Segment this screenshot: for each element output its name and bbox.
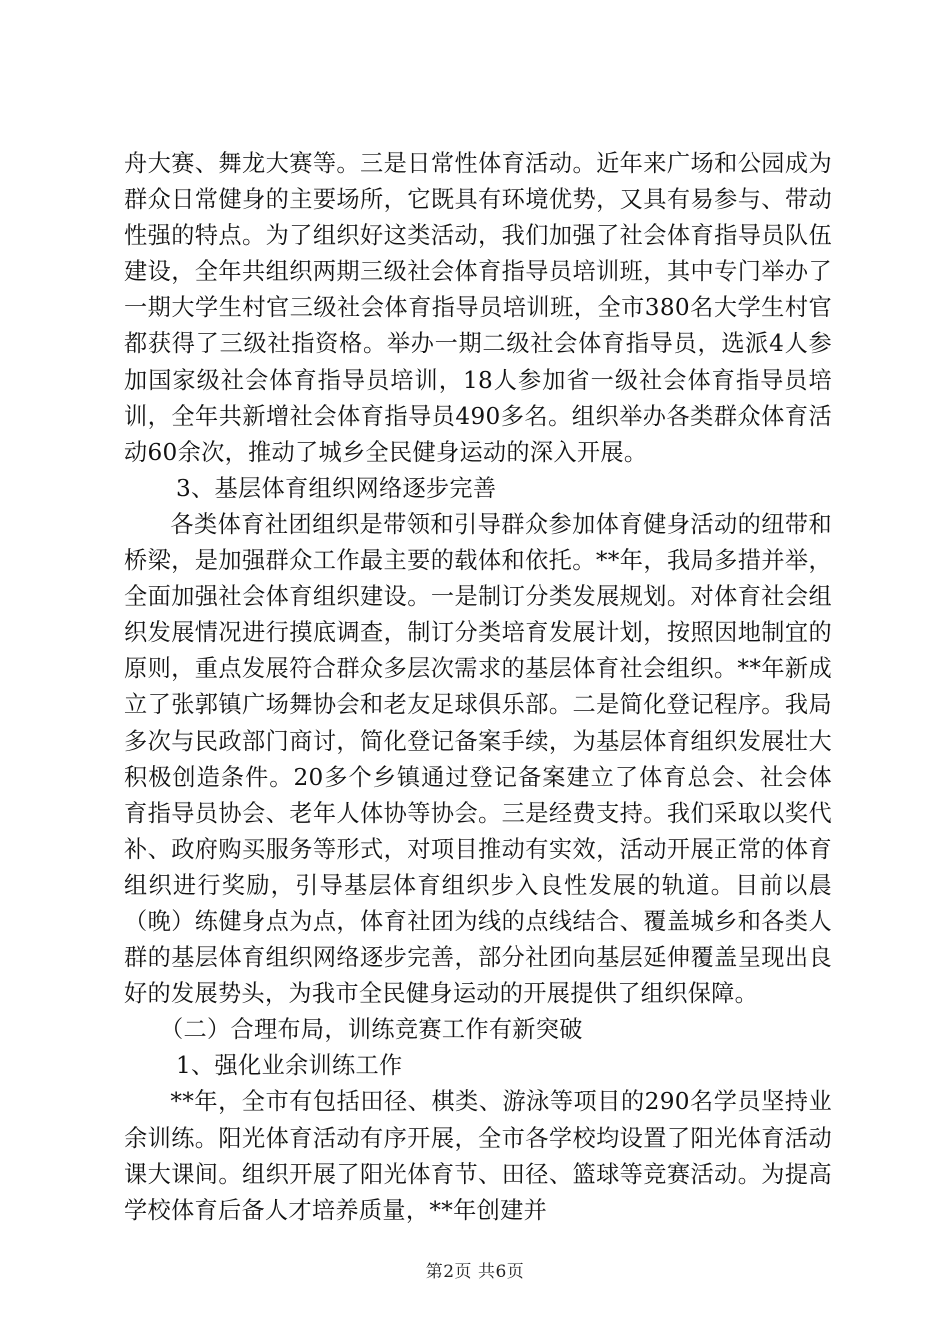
chapter-subheading: （二）合理布局，训练竞赛工作有新突破 [160, 1016, 583, 1044]
section-heading: 3、基层体育组织网络逐步完善 [176, 474, 497, 502]
body-paragraph: 舟大赛、舞龙大赛等。三是日常性体育活动。近年来广场和公园成为群众日常健身的主要场所，它既具有环境优势，又具有易参与、带动性强的特点。为了组织好这类活动，我们加强了社会体育指导员队伍建设，全年共组织两期三级社会体育指导员培训班，其中专门举办了一期大学生村官三级社会体育指导员培训班，全市380名大学生村官都获得了三级社指资格。举办一期二级社会体育指导员，选派4人参加国家级社会体育指导员培训，18人参加省一级社会体育指导员培训，全年共新增社会体育指导员490多名。组织举办各类群众体育活动60余次，推动了城乡全民健身运动的深入开展。 [124, 150, 832, 466]
section-heading: 1、强化业余训练工作 [176, 1052, 403, 1080]
body-paragraph: 各类体育社团组织是带领和引导群众参加体育健身活动的纽带和桥梁，是加强群众工作最主要的载体和依托。**年，我局多措并举，全面加强社会体育组织建设。一是制订分类发展规划。对体育社会组织发展情况进行摸底调查，制订分类培育发展计划，按照因地制宜的原则，重点发展符合群众多层次需求的基层体育社会组织。**年新成立了张郭镇广场舞协会和老友足球俱乐部。二是简化登记程序。我局多次与民政部门商讨，简化登记备案手续，为基层体育组织发展壮大积极创造条件。20多个乡镇通过登记备案建立了体育总会、社会体育指导员协会、老年人体协等协会。三是经费支持。我们采取以奖代补、政府购买服务等形式，对项目推动有实效，活动开展正常的体育组织进行奖励，引导基层体育组织步入良性发展的轨道。目前以晨（晚）练健身点为点，体育社团为线的点线结合、覆盖城乡和各类人群的基层体育组织网络逐步完善，部分社团向基层延伸覆盖呈现出良好的发展势头，为我市全民健身运动的开展提供了组织保障。 [124, 510, 832, 1008]
document-body [124, 146, 832, 1229]
page-footer: 第2页 共6页 [425, 1262, 525, 1282]
body-paragraph: **年，全市有包括田径、棋类、游泳等项目的290名学员坚持业余训练。阳光体育活动有序开展，全市各学校均设置了阳光体育活动课大课间。组织开展了阳光体育节、田径、篮球等竞赛活动。为提高学校体育后备人才培养质量，**年创建并 [124, 1088, 832, 1224]
